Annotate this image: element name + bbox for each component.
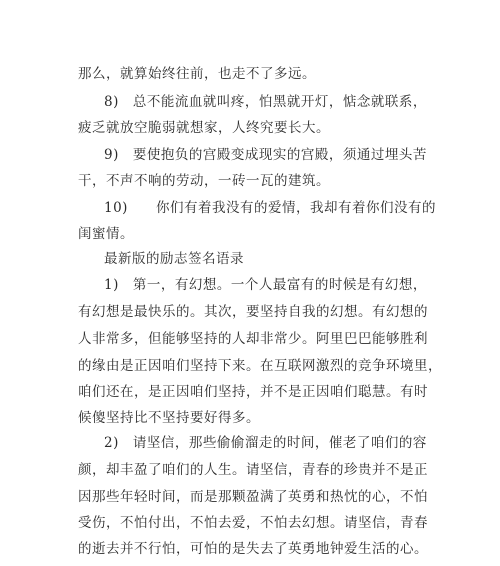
- list-item-10-line-2: 闺蜜情。: [78, 226, 134, 242]
- list-item-9-line-1: 9) 要使抱负的宫殿变成现实的宫殿，须通过埋头苦: [104, 147, 427, 163]
- list-item-2-line-2: 颜，却丰盈了咱们的人生。请坚信，青春的珍贵并不是正: [78, 462, 428, 478]
- list-item-1-line-3: 人非常多，但能够坚持的人却非常少。阿里巴巴能够胜利: [78, 331, 428, 347]
- list-item-2-line-4: 受伤，不怕付出，不怕去爱，不怕去幻想。请坚信，青春: [78, 515, 428, 531]
- list-item-1-line-6: 候傻坚持比不坚持要好得多。: [78, 410, 260, 426]
- list-item-2-line-3: 因那些年轻时间，而是那颗盈满了英勇和热忱的心，不怕: [78, 489, 428, 505]
- list-item-2-line-5: 的逝去并不行怕，可怕的是失去了英勇地钟爱生活的心。: [78, 541, 428, 557]
- list-item-1-line-2: 有幻想是最快乐的。其次，要坚持自我的幻想。有幻想的: [78, 304, 428, 320]
- text-line: 那么，就算始终往前，也走不了多远。: [78, 66, 316, 82]
- list-item-1-line-5: 咱们还在，是正因咱们坚持，并不是正因咱们聪慧。有时: [78, 384, 428, 400]
- list-item-2-line-1: 2) 请坚信，那些偷偷溜走的时间，催老了咱们的容: [104, 435, 427, 451]
- list-item-8-line-2: 疲乏就放空脆弱就想家，人终究要长大。: [78, 120, 330, 136]
- list-item-8-line-1: 8) 总不能流血就叫疼，怕黑就开灯，惦念就联系，: [104, 94, 427, 110]
- list-item-9-line-2: 干，不声不响的劳动，一砖一瓦的建筑。: [78, 173, 330, 189]
- list-item-1-line-4: 的缘由是正因咱们坚持下来。在互联网激烈的竞争环境里，: [78, 358, 442, 374]
- list-item-1-line-1: 1) 第一，有幻想。一个人最富有的时候是有幻想，: [104, 277, 427, 293]
- section-heading: 最新版的励志签名语录: [104, 251, 244, 267]
- list-item-10-line-1: 10) 你们有着我没有的爱情，我却有着你们没有的: [104, 200, 436, 216]
